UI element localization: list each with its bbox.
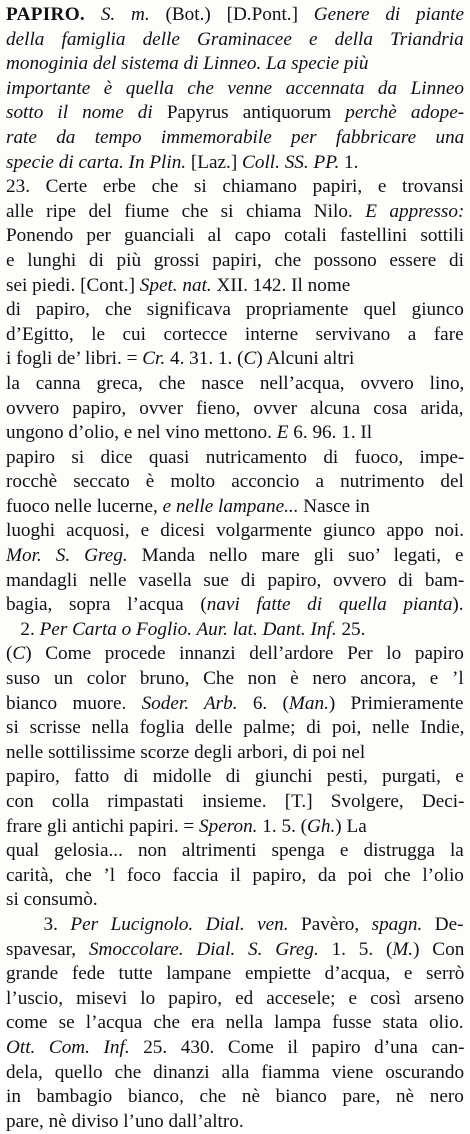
text: 23. Certe erbe che si chiamano papiri, e trovansi bbox=[6, 176, 464, 198]
text: con colla rimpastati insieme. [T.] Svolgere, Deci- bbox=[6, 791, 464, 812]
text: De- bbox=[422, 913, 464, 935]
text: ovvero papiro, ovver fieno, ovver alcuna cosa arida, bbox=[6, 397, 464, 419]
entry-line bbox=[6, 1110, 464, 1134]
italic-text: Man. bbox=[288, 692, 329, 714]
entry-line bbox=[6, 692, 464, 717]
entry-line bbox=[6, 1036, 464, 1061]
italic-text: Per Carta o Foglio. Aur. lat. Dant. Inf. bbox=[39, 618, 337, 640]
text: i fogli de’ libri. = bbox=[6, 348, 143, 370]
text: suso un color bruno, Che non è nero ancora, e ’l bbox=[6, 668, 464, 690]
entry-line bbox=[6, 397, 464, 422]
italic-text: Ott. Com. Inf. bbox=[6, 1036, 130, 1058]
text: carità, che ’l foco faccia il papiro, da poi che l’olio bbox=[6, 864, 464, 886]
italic-text: Speron. bbox=[199, 815, 258, 837]
text: [Laz.] bbox=[186, 151, 243, 173]
text: bagia, sopra l’acqua ( bbox=[6, 594, 207, 616]
entry-line bbox=[6, 3, 464, 28]
text: 1. 5. ( bbox=[257, 815, 308, 837]
italic-text: Smoccolare. Dial. S. Greg. bbox=[88, 938, 319, 960]
entry-line bbox=[6, 28, 464, 53]
text: e lunghi di più grossi papiri, che possono essere di bbox=[6, 249, 464, 271]
italic-text: Gh. bbox=[307, 815, 336, 837]
italic-text: spagn. bbox=[371, 913, 423, 935]
text: si scrisse nella foglia delle palme; di poi, nelle Indie, bbox=[6, 717, 464, 739]
entry-line bbox=[6, 716, 464, 741]
text: Pavèro, bbox=[288, 913, 372, 935]
entry-line bbox=[6, 372, 464, 397]
text: alle ripe del fiume che si chiama Nilo. bbox=[6, 200, 366, 222]
italic-text: C bbox=[243, 348, 257, 370]
entry-line bbox=[6, 249, 464, 274]
entry-line bbox=[6, 323, 464, 348]
text: 1. bbox=[339, 151, 359, 173]
text: grande fede tutte lampane empiette d’acqua, e serrò bbox=[6, 963, 464, 985]
entry-line bbox=[6, 815, 464, 840]
text: pare, nè diviso l’uno dall’altro. bbox=[6, 1110, 244, 1132]
entry-line bbox=[6, 987, 464, 1012]
entry-line bbox=[6, 642, 464, 667]
entry-line bbox=[6, 667, 464, 692]
text: mandagli nelle vasella sue di papiro, ovvero di bam- bbox=[6, 569, 464, 591]
italic-text: S. m. bbox=[100, 4, 150, 25]
italic-text: Coll. SS. PP. bbox=[242, 151, 340, 173]
dictionary-entry-papiro bbox=[6, 3, 464, 1134]
italic-text: C bbox=[12, 643, 26, 665]
italic-text: e nelle lampane... bbox=[162, 495, 299, 517]
italic-text: navi fatte di quella pianta bbox=[206, 594, 453, 616]
text: come se l’acqua che era nella lampa fusse stata olio. bbox=[6, 1012, 464, 1034]
text: XII. 142. Il nome bbox=[211, 274, 351, 296]
italic-text: Per Lucignolo. Dial. ven. bbox=[70, 913, 289, 935]
text: papiro, fatto di midolle di giunchi pesti, purgati, e bbox=[6, 766, 464, 788]
text: (Bot.) [D.Pont.] bbox=[149, 4, 314, 25]
entry-line bbox=[6, 175, 464, 200]
entry-line bbox=[6, 470, 464, 495]
entry-line bbox=[6, 495, 464, 520]
text: 4. 31. 1. ( bbox=[165, 348, 244, 370]
entry-line bbox=[6, 790, 464, 815]
text: 6. 96. 1. Il bbox=[288, 422, 373, 444]
entry-line bbox=[6, 347, 464, 372]
entry-line bbox=[6, 1085, 464, 1110]
italic-text: Soder. Arb. bbox=[141, 692, 238, 714]
text: ) Primieramente bbox=[328, 692, 464, 714]
text bbox=[85, 4, 101, 25]
text: 2. bbox=[6, 618, 40, 640]
entry-line bbox=[6, 1061, 464, 1086]
text: rocchè seccato è molto acconcio a nutrimento del bbox=[6, 471, 464, 493]
text: 25. bbox=[336, 618, 366, 640]
entry-line bbox=[6, 298, 464, 323]
text: qual gelosia... non altrimenti spenga e distrugga la bbox=[6, 840, 464, 862]
entry-line bbox=[6, 421, 464, 446]
entry-line bbox=[6, 519, 464, 544]
entry-line bbox=[6, 864, 464, 889]
text: frare gli antichi papiri. = bbox=[6, 815, 200, 837]
text: 6. ( bbox=[237, 692, 289, 714]
entry-line bbox=[6, 569, 464, 594]
italic-text: rate da tempo immemorabile per fabbricare una bbox=[6, 126, 464, 148]
text: sei piedi. [Cont.] bbox=[6, 274, 140, 296]
text: ) Alcuni altri bbox=[256, 348, 355, 370]
text: Papyrus antiquorum bbox=[166, 102, 346, 124]
text: d’Egitto, le cui cortecce interne servivano a fare bbox=[6, 323, 464, 345]
italic-text: E bbox=[276, 422, 289, 444]
italic-text: importante è quella che venne accennata da Linneo bbox=[6, 77, 464, 99]
entry-line bbox=[6, 765, 464, 790]
text: luoghi acquosi, e dicesi volgarmente giunco appo noi. bbox=[6, 520, 464, 542]
entry-line bbox=[6, 913, 464, 938]
italic-text: M. bbox=[392, 938, 414, 960]
entry-line bbox=[6, 544, 464, 569]
text: di papiro, che significava propriamente quel giunco bbox=[6, 299, 464, 321]
entry-line bbox=[6, 200, 464, 225]
italic-text: sotto il nome di bbox=[6, 102, 167, 124]
text: bianco muore. bbox=[6, 692, 142, 714]
italic-text: Spet. nat. bbox=[139, 274, 212, 296]
italic-text: Mor. S. Greg. bbox=[6, 545, 128, 567]
text: Manda nello mare gli suo’ legati, e bbox=[127, 545, 464, 567]
entry-line bbox=[6, 446, 464, 471]
text: ungono d’olio, e nel vino mettono. bbox=[6, 422, 277, 444]
entry-line bbox=[6, 618, 464, 643]
text: in bambagio bianco, che nè bianco pare, nè nero bbox=[6, 1086, 464, 1108]
text: la canna greca, che nasce nell’acqua, ovvero lino, bbox=[6, 372, 464, 394]
italic-text: Cr. bbox=[142, 348, 166, 370]
text: 3. bbox=[6, 913, 71, 935]
text: 1. 5. ( bbox=[318, 938, 393, 960]
text: papiro si dice quasi nutricamento di fuoco, impe- bbox=[6, 446, 464, 468]
text: ) La bbox=[335, 815, 367, 837]
text: ) Con bbox=[413, 938, 464, 960]
italic-text: specie di carta. In Plin. bbox=[6, 151, 187, 173]
text: Nasce in bbox=[298, 495, 370, 517]
italic-text: E appresso: bbox=[365, 200, 464, 222]
entry-line bbox=[6, 224, 464, 249]
text: fuoco nelle lucerne, bbox=[6, 495, 163, 517]
text: spavesar, bbox=[6, 938, 89, 960]
entry-line bbox=[6, 741, 464, 766]
entry-line bbox=[6, 962, 464, 987]
entry-line bbox=[6, 101, 464, 126]
entry-line bbox=[6, 839, 464, 864]
entry-line bbox=[6, 77, 464, 102]
text: 25. 430. Come il papiro d’una can- bbox=[129, 1036, 464, 1058]
entry-line bbox=[6, 126, 464, 151]
text: nelle sottilissime scorze degli arbori, di poi nel bbox=[6, 741, 366, 763]
text: Ponendo per guanciali al capo cotali fastellini sottili bbox=[6, 225, 464, 247]
entry-line bbox=[6, 938, 464, 963]
entry-line bbox=[6, 1011, 464, 1036]
text: dela, quello che dinanzi alla fiamma viene oscurando bbox=[6, 1061, 464, 1083]
text: ( bbox=[6, 643, 13, 665]
entry-line bbox=[6, 52, 464, 77]
italic-text: monoginia del sistema di Linneo. La specie più bbox=[6, 53, 369, 75]
text: ) Come procede innanzi dell’ardore Per lo papiro bbox=[25, 643, 464, 665]
text: si consumò. bbox=[6, 889, 98, 911]
entry-line bbox=[6, 593, 464, 618]
headword: PAPIRO. bbox=[6, 4, 86, 25]
italic-text: Genere di piante bbox=[313, 4, 464, 25]
entry-line bbox=[6, 274, 464, 299]
text: l’uscio, misevi lo papiro, ed accesele; e così arseno bbox=[6, 987, 464, 1009]
text: ). bbox=[452, 594, 464, 616]
entry-line bbox=[6, 151, 464, 176]
italic-text: della famiglia delle Graminacee e della Triandria bbox=[6, 28, 464, 50]
entry-line bbox=[6, 888, 464, 913]
italic-text: perchè adope- bbox=[345, 102, 464, 124]
